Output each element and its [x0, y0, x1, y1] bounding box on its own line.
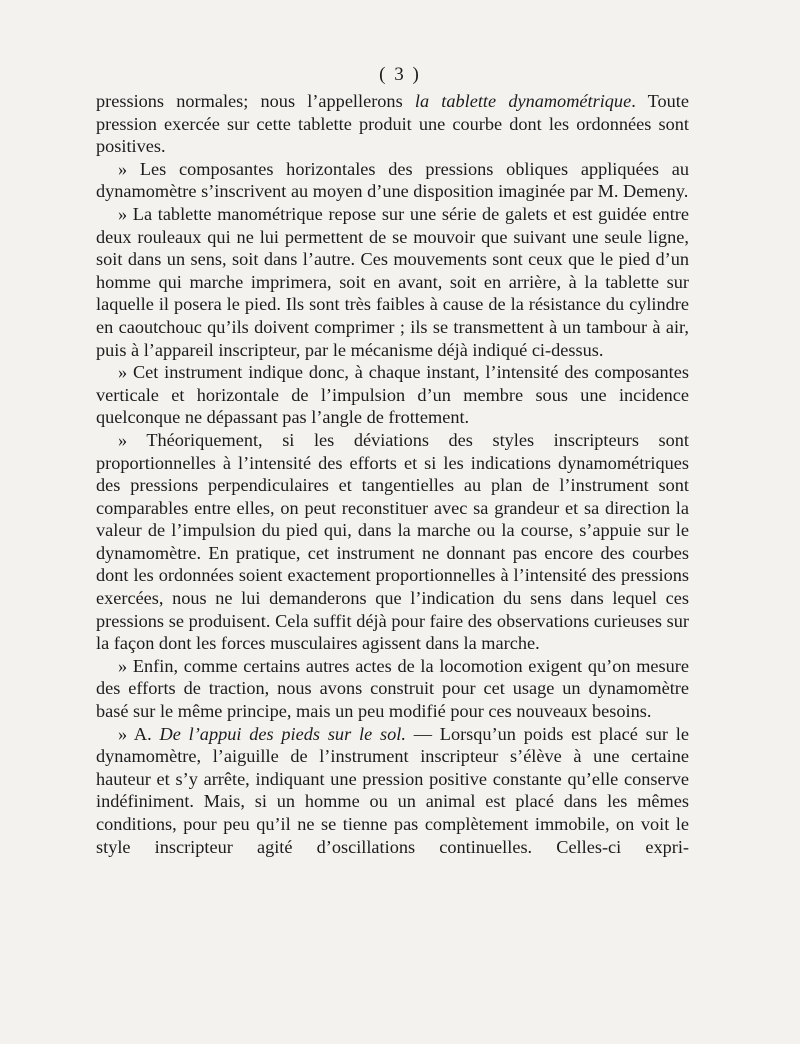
body-text — [96, 90, 689, 858]
paragraph-5: » Enfin, comme certains autres actes de la locomotion exigent qu’on mesure des efforts de traction, nous avons construit pour cet usage un dynamomètre basé sur le même principe, mais un peu modifié pour ces nouveaux besoins. — [96, 655, 689, 722]
paragraph-2: » La tablette manométrique repose sur une série de galets et est guidée entre deux rouleaux qui ne lui permettent de se mouvoir que suivant une seule ligne, soit dans un sens, soit dans l’autre. Ces mouvements sont ceux que le pied d’un homme qui marche imprimera, soit en avant, soit en arrière, à la tablette sur laquelle il posera le pied. Ils sont très faibles à cause de la résistance du cylindre en caoutchouc qu’ils doivent comprimer ; ils se transmettent à un tambour à air, puis à l’appareil inscripteur, par le mécanisme déjà indiqué ci-dessus. — [96, 203, 689, 360]
paragraph-1: » Les composantes horizontales des pressions obliques appliquées au dynamomètre s’inscrivent au moyen d’une disposition imaginée par M. Demeny. — [96, 158, 689, 202]
paragraph-4: » Théoriquement, si les déviations des styles inscripteurs sont proportionnelles à l’intensité des efforts et si les indications dynamométriques des pressions perpendiculaires et tangentielles au plan de l’instrument sont comparables entre elles, on peut reconstituer avec sa grandeur et sa direction la valeur de l’impulsion du pied qui, dans la marche ou la course, s’appuie sur le dynamomètre. En pratique, cet instrument ne donnant pas encore des courbes dont les ordonnées soient exactement proportionnelles à l’intensité des pressions exercées, nous ne lui demanderons que l’indication du sens dans lequel ces pressions se produisent. Cela suffit déjà pour faire des observations curieuses sur la façon dont les forces musculaires agissent dans la marche. — [96, 429, 689, 654]
section-marker: » A. — [118, 723, 160, 744]
paragraph-6 — [96, 723, 689, 859]
paragraph-0 — [96, 90, 689, 158]
paragraph-6-body: — Lorsqu’un poids est placé sur le dynamomètre, l’aiguille de l’instrument inscripteur s’élève à une certaine hauteur et s’y arrête, indiquant une pression positive constante qu’elle conserve indéfiniment. Mais, si un homme ou un animal est placé dans les mêmes conditions, pour peu qu’il ne se tienne pas complètement immobile, on voit le style inscripteur agité d’oscillations continuelles. Celles-ci expri- — [96, 723, 689, 857]
section-heading: De l’appui des pieds sur le sol. — [159, 723, 406, 744]
paragraph-3: » Cet instrument indique donc, à chaque instant, l’intensité des composantes verticale et horizontale de l’impulsion d’un membre sous une incidence quelconque ne dépassant pas l’angle de frottement. — [96, 362, 689, 428]
paragraph-0-start: pressions normales; nous l’appellerons — [96, 91, 415, 111]
page-number: ( 3 ) — [379, 64, 421, 85]
italic-term: la tablette dynamométrique — [414, 91, 632, 111]
paragraph-0-end: . Toute pression exercée sur cette tablette produit une courbe dont les ordonnées sont positives. — [96, 91, 689, 157]
bleed-through-shadow — [680, 60, 800, 960]
